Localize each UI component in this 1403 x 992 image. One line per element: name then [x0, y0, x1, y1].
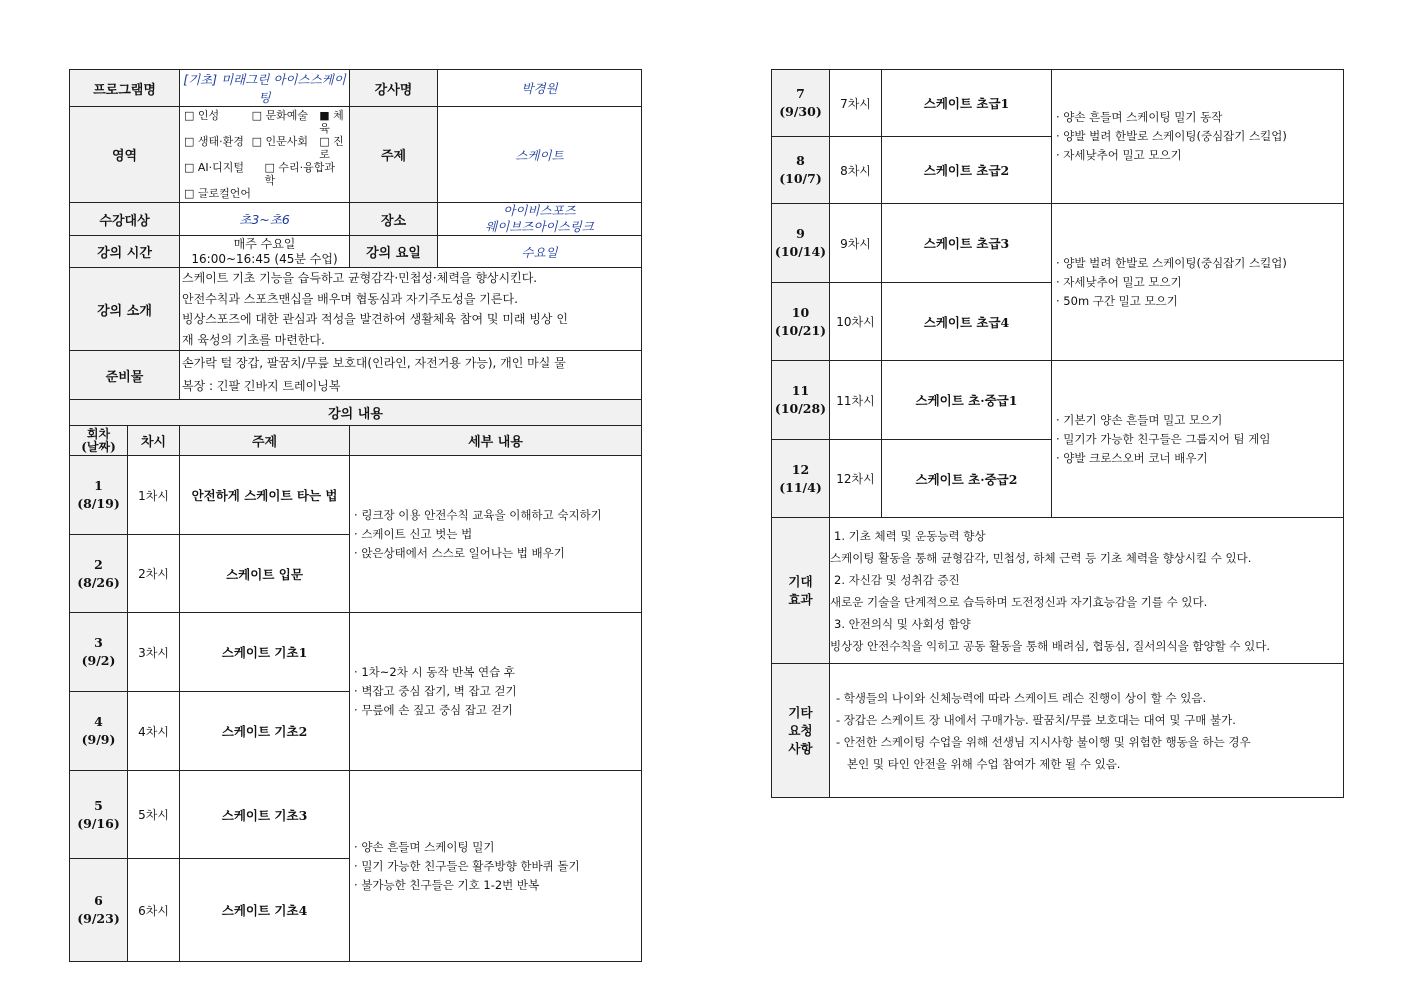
target-label: 수강대상 [70, 203, 180, 236]
instructor-value: 박경원 [438, 70, 642, 107]
col-detail: 세부 내용 [350, 426, 642, 456]
effect-text: 1. 기초 체력 및 운동능력 향상 스케이팅 활동을 통해 균형감각, 민첩성, 하체 근력 등 기초 체력을 향상시킬 수 있다. 2. 자신감 및 성취감 증진 새로운 기술을 단계적으로 습득하며 도전정신과 자기효능감을 기를 수 있다. 3. 안전의식 및 사회성 함양 빙상장 안전수칙을 익히고 공동 활동을 통해 배려심, 협동심, 질서의식을 함양할 수 있다. [830, 518, 1344, 664]
area-checkbox-list: □ 인성 □ 문화예술 ■ 체육 □ 생태·환경 □ 인문사회 □ 진로 □ AI·디지털 □ 수리·융합과학 □ 글로컬언어 [180, 107, 350, 203]
content-title: 강의 내용 [70, 400, 642, 426]
topic-cell: 안전하게 스케이트 타는 법 [180, 456, 350, 535]
detail-cell: · 양손 흔들며 스케이팅 밀기 · 밀기 가능한 친구들은 활주방향 한바퀴 돌기 · 불가능한 친구들은 기호 1-2번 반복 [350, 771, 642, 962]
subject-value: 스케이트 [438, 107, 642, 203]
round-cell: 8 (10/7) [772, 137, 830, 204]
time-label: 강의 시간 [70, 236, 180, 268]
col-session: 차시 [128, 426, 180, 456]
program-label: 프로그램명 [70, 70, 180, 107]
round-cell: 10 (10/21) [772, 283, 830, 361]
session-cell: 1차시 [128, 456, 180, 535]
area-label: 영역 [70, 107, 180, 203]
col-topic: 주제 [180, 426, 350, 456]
etc-text: - 학생들의 나이와 신체능력에 따라 스케이트 레슨 진행이 상이 할 수 있음. - 장갑은 스케이트 장 내에서 구매가능. 팔꿈치/무릎 보호대는 대여 및 구매 불가. - 안전한 스케이팅 수업을 위해 선생님 지시사항 불이행 및 위험한 행동을 하는 경우 본인 및 타인 안전을 위해 수업 참여가 제한 될 수 있음. [830, 664, 1344, 798]
round-cell: 4 (9/9) [70, 692, 128, 771]
session-cell: 3차시 [128, 613, 180, 692]
round-cell: 12 (11/4) [772, 440, 830, 518]
round-cell: 6 (9/23) [70, 859, 128, 962]
topic-cell: 스케이트 기초2 [180, 692, 350, 771]
intro-label: 강의 소개 [70, 268, 180, 351]
session-cell: 9차시 [830, 204, 882, 283]
topic-cell: 스케이트 기초3 [180, 771, 350, 859]
topic-cell: 스케이트 초급3 [882, 204, 1052, 283]
instructor-label: 강사명 [350, 70, 438, 107]
prep-label: 준비물 [70, 351, 180, 400]
session-cell: 4차시 [128, 692, 180, 771]
session-cell: 12차시 [830, 440, 882, 518]
intro-text: 스케이트 기초 기능을 습득하고 균형감각·민첩성·체력을 향상시킨다. 안전수칙과 스포츠맨십을 배우며 협동심과 자기주도성을 기른다. 빙상스포즈에 대한 관심과 적성을 발견하여 생활체육 참여 및 미래 빙상 인 재 육성의 기초를 마련한다. [180, 268, 642, 351]
topic-cell: 스케이트 입문 [180, 535, 350, 613]
day-value: 수요일 [438, 236, 642, 268]
topic-cell: 스케이트 기초1 [180, 613, 350, 692]
etc-label: 기타 요청 사항 [772, 664, 830, 798]
topic-cell: 스케이트 초급2 [882, 137, 1052, 204]
topic-cell: 스케이트 기초4 [180, 859, 350, 962]
detail-cell: · 양손 흔들며 스케이팅 밀기 동작 · 양발 벌려 한발로 스케이팅(중심잡기 스킬업) · 자세낮추어 밀고 모으기 [1052, 70, 1344, 204]
detail-cell: · 기본기 양손 흔들며 밀고 모으기 · 밀기가 가능한 친구들은 그룹지어 팀 게임 · 양발 크로스오버 코너 배우기 [1052, 361, 1344, 518]
round-cell: 5 (9/16) [70, 771, 128, 859]
day-label: 강의 요일 [350, 236, 438, 268]
left-lesson-plan-table [69, 69, 642, 962]
detail-cell: · 링크장 이용 안전수칙 교육을 이해하고 숙지하기 · 스케이트 신고 벗는 법 · 앉은상태에서 스스로 일어나는 법 배우기 [350, 456, 642, 613]
col-round: 회차 (날짜) [70, 426, 128, 456]
round-cell: 7 (9/30) [772, 70, 830, 137]
round-cell: 3 (9/2) [70, 613, 128, 692]
prep-text: 손가락 털 장갑, 팔꿈치/무릎 보호대(인라인, 자전거용 가능), 개인 마실 물 복장 : 긴팔 긴바지 트레이닝복 [180, 351, 642, 400]
topic-cell: 스케이트 초급1 [882, 70, 1052, 137]
round-cell: 2 (8/26) [70, 535, 128, 613]
subject-label: 주제 [350, 107, 438, 203]
session-cell: 7차시 [830, 70, 882, 137]
session-cell: 8차시 [830, 137, 882, 204]
round-cell: 9 (10/14) [772, 204, 830, 283]
program-value: [기초] 미래그린 아이스스케이팅 [180, 70, 350, 107]
effect-label: 기대 효과 [772, 518, 830, 664]
detail-cell: · 양발 벌려 한발로 스케이팅(중심잡기 스킬업) · 자세낮추어 밀고 모으기 · 50m 구간 밀고 모으기 [1052, 204, 1344, 361]
session-cell: 6차시 [128, 859, 180, 962]
topic-cell: 스케이트 초·중급2 [882, 440, 1052, 518]
round-cell: 11 (10/28) [772, 361, 830, 440]
session-cell: 5차시 [128, 771, 180, 859]
session-cell: 10차시 [830, 283, 882, 361]
topic-cell: 스케이트 초급4 [882, 283, 1052, 361]
topic-cell: 스케이트 초·중급1 [882, 361, 1052, 440]
place-value: 아이비스포즈 웨이브즈아이스링크 [438, 203, 642, 236]
session-cell: 2차시 [128, 535, 180, 613]
round-cell: 1 (8/19) [70, 456, 128, 535]
right-lesson-plan-table [771, 69, 1344, 798]
place-label: 장소 [350, 203, 438, 236]
session-cell: 11차시 [830, 361, 882, 440]
target-value: 초3~초6 [180, 203, 350, 236]
time-value: 매주 수요일 16:00~16:45 (45분 수업) [180, 236, 350, 268]
detail-cell: · 1차~2차 시 동작 반복 연습 후 · 벽잡고 중심 잡기, 벽 잡고 걷기 · 무릎에 손 짚고 중심 잡고 걷기 [350, 613, 642, 771]
